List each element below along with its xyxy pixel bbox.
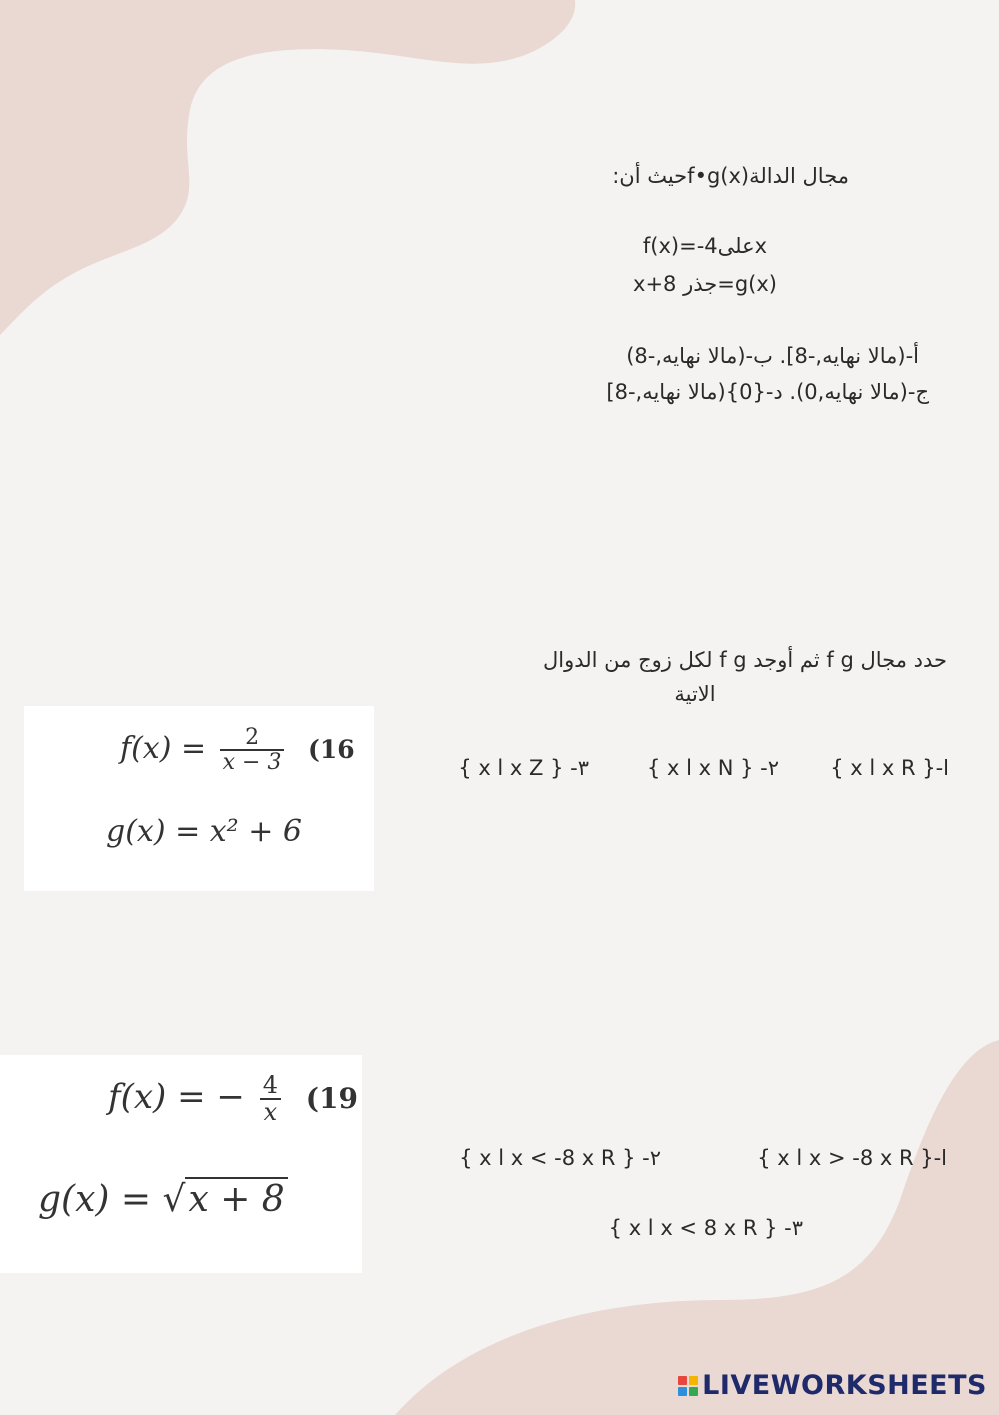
problem19-sqrt (163, 1177, 288, 1220)
problem16-f-formula (120, 726, 355, 774)
question2-instruction-cont: الاتية (674, 682, 716, 706)
problem16-f-lhs: f(x) = (120, 731, 207, 767)
problem19-numerator: 4 (260, 1073, 281, 1100)
liveworksheets-logo-text: LIVEWORKSHEETS (702, 1370, 987, 1401)
liveworksheets-logo (678, 1370, 987, 1401)
liveworksheets-logo-icon (678, 1376, 698, 1396)
question3-option-3: ٣- { x l x < 8 x R } (608, 1216, 803, 1240)
problem19-f-formula (108, 1073, 358, 1125)
problem19-number: (19 (305, 1082, 359, 1116)
problem16-numerator: 2 (220, 726, 285, 751)
question1-choices-row1: أ-(مالا نهايه,-8]. ب-(مالا نهايه,-8) (626, 344, 919, 368)
question1-g-definition: g(x)=جذر x+8 (633, 272, 777, 296)
question3-option-2: ٢- { x l x < -8 x R } (459, 1146, 661, 1170)
question3-option-1: ا-{ x l x > -8 x R } (757, 1146, 947, 1170)
question1-title: مجال الدالةf•g(x)حيث أن: (612, 164, 849, 188)
problem19-denominator: x (263, 1098, 278, 1127)
question2-option-3: ٣- { x l x Z } (458, 756, 589, 780)
problem16-denominator: x − 3 (222, 750, 282, 776)
problem16-image (24, 706, 374, 891)
problem16-fraction (220, 726, 285, 774)
question2-option-1: ا-{ x l x R } (830, 756, 949, 780)
problem19-fraction (260, 1073, 281, 1125)
question1-choices-row2: ج-(مالا نهايه,0). د-{0}(مالا نهايه,-8] (606, 380, 929, 404)
question2-option-2: ٢- { x l x N } (646, 756, 779, 780)
problem19-g-lhs: g(x) = (38, 1179, 152, 1220)
problem19-f-lhs: f(x) = − (108, 1077, 245, 1118)
problem16-number: (16 (308, 735, 355, 765)
problem19-radicand: x + 8 (185, 1177, 287, 1220)
problem16-g-formula: g(x) = x² + 6 (106, 814, 302, 849)
question1-f-definition: f(x)=-4علىx (642, 234, 768, 258)
problem19-image (0, 1055, 362, 1273)
question2-instruction: حدد مجال f g ثم أوجد f g لكل زوج من الدوال (543, 648, 947, 672)
problem19-g-formula (38, 1177, 288, 1220)
radical-icon: √ (162, 1179, 186, 1220)
